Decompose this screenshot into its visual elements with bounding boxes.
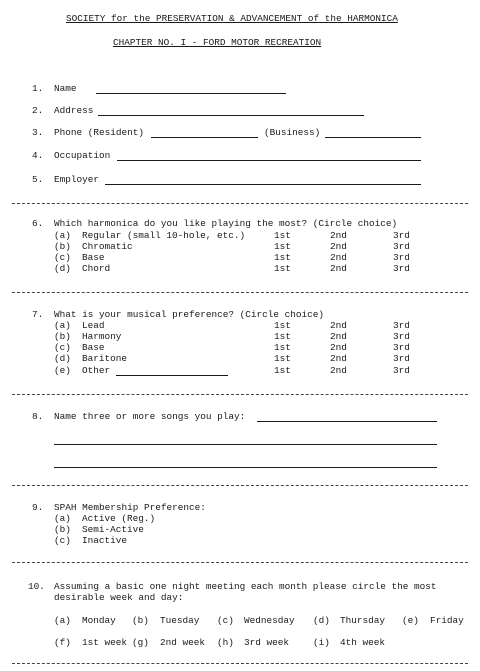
name-line[interactable] xyxy=(96,93,286,94)
option-letter: (a) xyxy=(54,320,71,331)
day-thursday[interactable]: Thursday xyxy=(340,615,386,626)
day-letter: (c) xyxy=(217,615,234,626)
option-text: Chord xyxy=(82,263,111,274)
option-letter: (b) xyxy=(54,331,71,342)
rank-3rd[interactable]: 3rd xyxy=(393,320,410,331)
week-letter: (f) xyxy=(54,637,71,648)
section-divider xyxy=(12,292,468,293)
rank-3rd[interactable]: 3rd xyxy=(393,342,410,353)
section-divider xyxy=(12,203,468,204)
day-tuesday[interactable]: Tuesday xyxy=(160,615,200,626)
question-text-line-2: desirable week and day: xyxy=(54,592,184,603)
option-letter: (a) xyxy=(54,513,71,524)
option-text: Base xyxy=(82,342,105,353)
day-friday[interactable]: Friday xyxy=(430,615,464,626)
song-line-2[interactable] xyxy=(54,444,437,445)
form-title: SOCIETY for the PRESERVATION & ADVANCEMENT of the HARMONICA xyxy=(66,13,398,24)
rank-2nd[interactable]: 2nd xyxy=(330,365,347,376)
option-text: Harmony xyxy=(82,331,122,342)
rank-2nd[interactable]: 2nd xyxy=(330,252,347,263)
rank-1st[interactable]: 1st xyxy=(274,353,291,364)
day-letter: (a) xyxy=(54,615,71,626)
question-text: Which harmonica do you like playing the most? (Circle choice) xyxy=(54,218,398,229)
option-text: Chromatic xyxy=(82,241,133,252)
rank-1st[interactable]: 1st xyxy=(274,320,291,331)
option-text[interactable]: Active (Reg.) xyxy=(82,513,156,524)
option-text: Other xyxy=(82,365,111,376)
option-text: Base xyxy=(82,252,105,263)
rank-2nd[interactable]: 2nd xyxy=(330,230,347,241)
option-text: Regular (small 10-hole, etc.) xyxy=(82,230,246,241)
week-4th[interactable]: 4th week xyxy=(340,637,386,648)
rank-1st[interactable]: 1st xyxy=(274,331,291,342)
rank-3rd[interactable]: 3rd xyxy=(393,241,410,252)
field-label: Employer xyxy=(54,174,100,185)
rank-3rd[interactable]: 3rd xyxy=(393,365,410,376)
option-letter: (d) xyxy=(54,353,71,364)
rank-3rd[interactable]: 3rd xyxy=(393,353,410,364)
rank-2nd[interactable]: 2nd xyxy=(330,353,347,364)
field-label: Occupation xyxy=(54,150,111,161)
option-letter: (d) xyxy=(54,263,71,274)
section-divider xyxy=(12,485,468,486)
occupation-line[interactable] xyxy=(117,160,421,161)
song-line-3[interactable] xyxy=(54,467,437,468)
question-number: 10. xyxy=(28,581,45,592)
option-text: Baritone xyxy=(82,353,128,364)
option-letter: (b) xyxy=(54,241,71,252)
week-3rd[interactable]: 3rd week xyxy=(244,637,290,648)
rank-3rd[interactable]: 3rd xyxy=(393,252,410,263)
option-letter: (e) xyxy=(54,365,71,376)
employer-line[interactable] xyxy=(105,184,421,185)
resident-phone-line[interactable] xyxy=(151,137,258,138)
question-number: 8. xyxy=(32,411,44,422)
rank-2nd[interactable]: 2nd xyxy=(330,331,347,342)
option-letter: (a) xyxy=(54,230,71,241)
question-text: What is your musical preference? (Circle choice) xyxy=(54,309,325,320)
rank-1st[interactable]: 1st xyxy=(274,263,291,274)
field-number: 4. xyxy=(32,150,44,161)
day-wednesday[interactable]: Wednesday xyxy=(244,615,295,626)
rank-1st[interactable]: 1st xyxy=(274,342,291,353)
rank-3rd[interactable]: 3rd xyxy=(393,263,410,274)
question-number: 6. xyxy=(32,218,44,229)
week-letter: (i) xyxy=(313,637,330,648)
option-text[interactable]: Inactive xyxy=(82,535,128,546)
day-monday[interactable]: Monday xyxy=(82,615,116,626)
section-divider xyxy=(12,562,468,563)
rank-3rd[interactable]: 3rd xyxy=(393,230,410,241)
other-line[interactable] xyxy=(116,375,228,376)
field-number: 2. xyxy=(32,105,44,116)
business-phone-line[interactable] xyxy=(325,137,421,138)
address-line[interactable] xyxy=(98,115,364,116)
option-text: Lead xyxy=(82,320,105,331)
rank-2nd[interactable]: 2nd xyxy=(330,342,347,353)
field-label: Name xyxy=(54,83,77,94)
section-divider xyxy=(12,394,468,395)
option-letter: (c) xyxy=(54,342,71,353)
rank-1st[interactable]: 1st xyxy=(274,252,291,263)
rank-2nd[interactable]: 2nd xyxy=(330,263,347,274)
question-number: 7. xyxy=(32,309,44,320)
field-number: 3. xyxy=(32,127,44,138)
song-line-1[interactable] xyxy=(257,421,437,422)
week-letter: (h) xyxy=(217,637,234,648)
week-2nd[interactable]: 2nd week xyxy=(160,637,206,648)
rank-2nd[interactable]: 2nd xyxy=(330,320,347,331)
question-text-line-1: Assuming a basic one night meeting each month please circle the most xyxy=(54,581,437,592)
field-label: Address xyxy=(54,105,94,116)
rank-1st[interactable]: 1st xyxy=(274,365,291,376)
option-letter: (c) xyxy=(54,535,71,546)
option-letter: (b) xyxy=(54,524,71,535)
option-letter: (c) xyxy=(54,252,71,263)
question-number: 9. xyxy=(32,502,44,513)
rank-1st[interactable]: 1st xyxy=(274,241,291,252)
week-letter: (g) xyxy=(132,637,149,648)
field-number: 1. xyxy=(32,83,44,94)
question-text: SPAH Membership Preference: xyxy=(54,502,206,513)
day-letter: (b) xyxy=(132,615,149,626)
rank-2nd[interactable]: 2nd xyxy=(330,241,347,252)
field-number: 5. xyxy=(32,174,44,185)
form-subtitle: CHAPTER NO. I - FORD MOTOR RECREATION xyxy=(113,37,322,48)
question-text: Name three or more songs you play: xyxy=(54,411,246,422)
day-letter: (d) xyxy=(313,615,330,626)
option-text[interactable]: Semi-Active xyxy=(82,524,144,535)
field-label-business: (Business) xyxy=(264,127,321,138)
day-letter: (e) xyxy=(402,615,419,626)
field-label: Phone (Resident) xyxy=(54,127,145,138)
rank-1st[interactable]: 1st xyxy=(274,230,291,241)
section-divider xyxy=(12,663,468,664)
week-1st[interactable]: 1st week xyxy=(82,637,128,648)
rank-3rd[interactable]: 3rd xyxy=(393,331,410,342)
